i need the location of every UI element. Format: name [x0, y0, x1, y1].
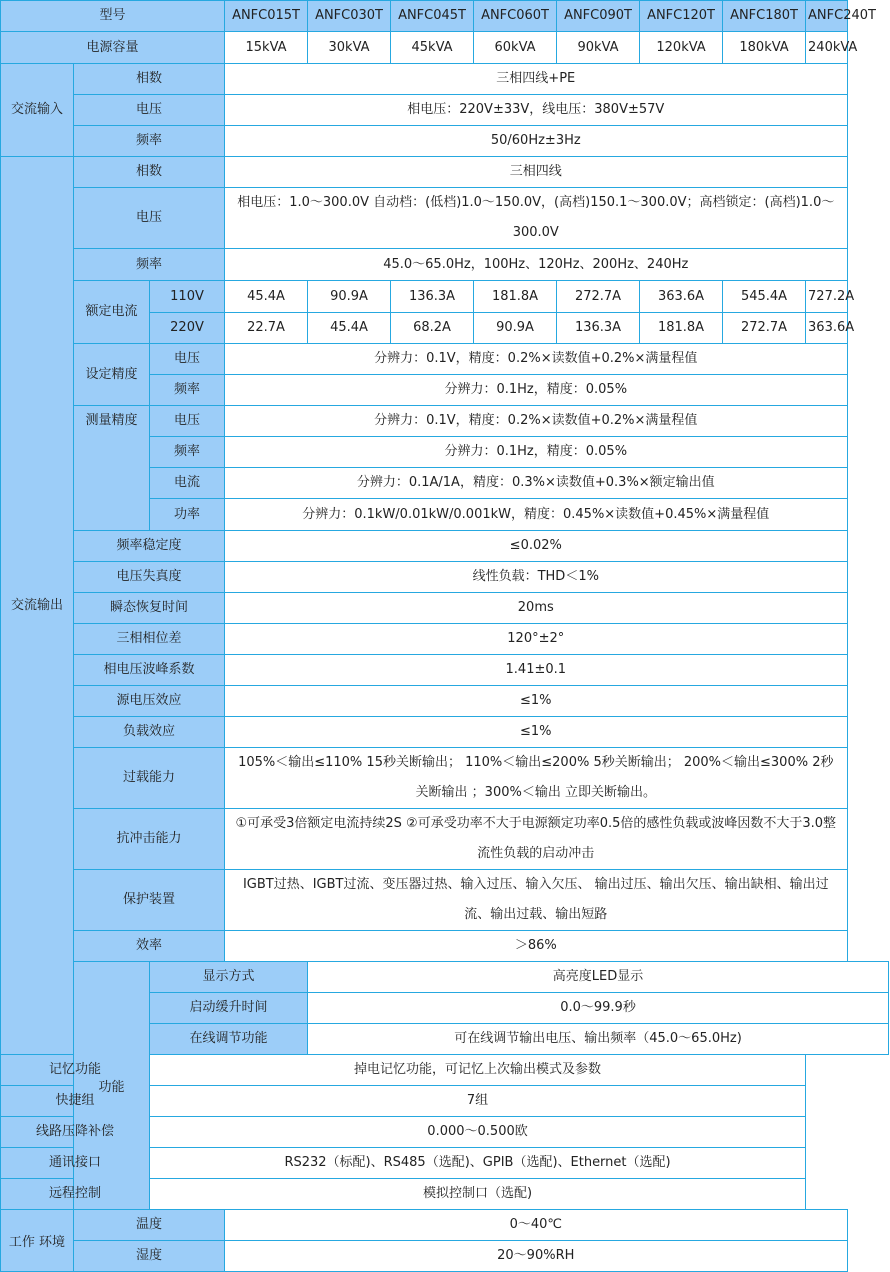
- function-row: [1, 962, 889, 993]
- function-row: [1, 1179, 889, 1210]
- protect-row: [1, 870, 889, 931]
- function-value: 0.0～99.9秒: [308, 993, 889, 1024]
- current-cell: 136.3A: [391, 281, 474, 313]
- function-row: [1, 1148, 889, 1179]
- ac-output-voltage-value: 相电压：1.0～300.0V 自动档：(低档)1.0～150.0V，(高档)150.1～300.0V；高档锁定：(高档)1.0～300.0V: [225, 188, 847, 249]
- model-cell: ANFC090T: [557, 1, 640, 32]
- current-cell: 136.3A: [557, 313, 640, 344]
- function-label: 在线调节功能: [150, 1024, 308, 1055]
- rated-current-110-row: [1, 281, 889, 313]
- current-cell: 90.9A: [474, 313, 557, 344]
- capacity-cell: 90kVA: [557, 32, 640, 64]
- spec-row: [1, 562, 889, 593]
- function-value: 高亮度LED显示: [308, 962, 889, 993]
- env-temp-label: 温度: [74, 1210, 225, 1241]
- function-value: 7组: [150, 1086, 806, 1117]
- model-row: [1, 1, 889, 32]
- capacity-cell: 240kVA: [806, 32, 847, 64]
- impact-value: ①可承受3倍额定电流持续2S ②可承受功率不大于电源额定功率0.5倍的感性负载或波峰因数不大于3.0整流性负载的启动冲击: [225, 809, 847, 870]
- current-cell: 181.8A: [474, 281, 557, 313]
- current-cell: 363.6A: [806, 313, 847, 344]
- measure-current-value: 分辨力：0.1A/1A，精度：0.3%×读数值+0.3%×额定输出值: [225, 468, 847, 499]
- env-hum-label: 湿度: [74, 1241, 225, 1272]
- capacity-cell: 60kVA: [474, 32, 557, 64]
- impact-label: 抗冲击能力: [74, 809, 225, 870]
- model-cell: ANFC015T: [225, 1, 308, 32]
- impact-row: [1, 809, 889, 870]
- rated-current-220-label: 220V: [150, 313, 225, 344]
- ac-output-category: 交流输出: [1, 157, 74, 1055]
- ac-input-freq-row: [1, 126, 889, 157]
- model-label: 型号: [1, 1, 225, 32]
- spec-label: 相电压波峰系数: [74, 655, 225, 686]
- ac-input-voltage-value: 相电压：220V±33V，线电压：380V±57V: [225, 95, 847, 126]
- measure-freq-label: 频率: [150, 437, 225, 468]
- env-temp-value: 0～40℃: [225, 1210, 847, 1241]
- current-cell: 45.4A: [308, 313, 391, 344]
- model-cell: ANFC240T: [806, 1, 847, 32]
- ac-output-voltage-label: 电压: [74, 188, 225, 249]
- ac-output-voltage-row: [1, 188, 889, 249]
- spec-value: 1.41±0.1: [225, 655, 847, 686]
- ac-input-freq-value: 50/60Hz±3Hz: [225, 126, 847, 157]
- function-label: 通讯接口: [1, 1148, 150, 1179]
- model-cell: ANFC180T: [723, 1, 806, 32]
- function-value: 0.000～0.500欧: [150, 1117, 806, 1148]
- spec-value: ≤1%: [225, 717, 847, 748]
- measure-freq-value: 分辨力：0.1Hz，精度：0.05%: [225, 437, 847, 468]
- function-row: [1, 1055, 889, 1086]
- ac-input-voltage-label: 电压: [74, 95, 225, 126]
- function-row: [1, 1117, 889, 1148]
- rated-current-110-label: 110V: [150, 281, 225, 313]
- spec-value: ≤0.02%: [225, 531, 847, 562]
- ac-input-phase-value: 三相四线+PE: [225, 64, 847, 95]
- spec-label: 频率稳定度: [74, 531, 225, 562]
- env-hum-row: [1, 1241, 889, 1272]
- measure-accuracy-label: 测量精度: [74, 406, 150, 531]
- function-row: [1, 1086, 889, 1117]
- function-value: 掉电记忆功能，可记忆上次输出模式及参数: [150, 1055, 806, 1086]
- rated-current-label: 额定电流: [74, 281, 150, 344]
- function-value: 模拟控制口（选配): [150, 1179, 806, 1210]
- spec-row: [1, 624, 889, 655]
- function-value: RS232（标配)、RS485（选配)、GPIB（选配)、Ethernet（选配): [150, 1148, 806, 1179]
- model-cell: ANFC120T: [640, 1, 723, 32]
- env-temp-row: [1, 1210, 889, 1241]
- current-cell: 45.4A: [225, 281, 308, 313]
- function-label: 显示方式: [150, 962, 308, 993]
- ac-input-voltage-row: [1, 95, 889, 126]
- spec-row: [1, 531, 889, 562]
- function-label: 快捷组: [1, 1086, 150, 1117]
- capacity-row: [1, 32, 889, 64]
- overload-row: [1, 748, 889, 809]
- measure-power-value: 分辨力：0.1kW/0.01kW/0.001kW，精度：0.45%×读数值+0.45%×满量程值: [225, 499, 847, 531]
- capacity-cell: 180kVA: [723, 32, 806, 64]
- ac-input-phase-label: 相数: [74, 64, 225, 95]
- overload-label: 过载能力: [74, 748, 225, 809]
- current-cell: 545.4A: [723, 281, 806, 313]
- spec-value: ≤1%: [225, 686, 847, 717]
- set-acc-voltage-row: [1, 344, 889, 375]
- capacity-cell: 120kVA: [640, 32, 723, 64]
- meas-acc-voltage-row: [1, 406, 889, 437]
- current-cell: 181.8A: [640, 313, 723, 344]
- current-cell: 90.9A: [308, 281, 391, 313]
- spec-row: [1, 717, 889, 748]
- current-cell: 272.7A: [557, 281, 640, 313]
- measure-voltage-label: 电压: [150, 406, 225, 437]
- function-label: 远程控制: [1, 1179, 150, 1210]
- efficiency-row: [1, 931, 889, 962]
- model-cell: ANFC045T: [391, 1, 474, 32]
- current-cell: 272.7A: [723, 313, 806, 344]
- ac-output-phase-value: 三相四线: [225, 157, 847, 188]
- capacity-cell: 30kVA: [308, 32, 391, 64]
- spec-label: 三相相位差: [74, 624, 225, 655]
- measure-current-label: 电流: [150, 468, 225, 499]
- protect-label: 保护装置: [74, 870, 225, 931]
- current-cell: 68.2A: [391, 313, 474, 344]
- protect-value: IGBT过热、IGBT过流、变压器过热、输入过压、输入欠压、 输出过压、输出欠压、输出缺相、输出过流、输出过载、输出短路: [225, 870, 847, 931]
- function-category: 功能: [74, 962, 150, 1210]
- spec-label: 电压失真度: [74, 562, 225, 593]
- function-value: 可在线调节输出电压、输出频率（45.0～65.0Hz): [308, 1024, 889, 1055]
- efficiency-value: ＞86%: [225, 931, 847, 962]
- spec-row: [1, 655, 889, 686]
- current-cell: 727.2A: [806, 281, 847, 313]
- current-cell: 363.6A: [640, 281, 723, 313]
- capacity-cell: 45kVA: [391, 32, 474, 64]
- set-voltage-value: 分辨力：0.1V，精度：0.2%×读数值+0.2%×满量程值: [225, 344, 847, 375]
- set-freq-label: 频率: [150, 375, 225, 406]
- ac-input-category: 交流输入: [1, 64, 74, 157]
- spec-row: [1, 686, 889, 717]
- spec-value: 线性负载：THD＜1%: [225, 562, 847, 593]
- model-cell: ANFC030T: [308, 1, 391, 32]
- function-label: 启动缓升时间: [150, 993, 308, 1024]
- spec-row: [1, 593, 889, 624]
- spec-value: 20ms: [225, 593, 847, 624]
- current-cell: 22.7A: [225, 313, 308, 344]
- capacity-cell: 15kVA: [225, 32, 308, 64]
- overload-value: 105%＜输出≤110% 15秒关断输出； 110%＜输出≤200% 5秒关断输出； 200%＜输出≤300% 2秒关断输出 ；300%＜输出 立即关断输出。: [225, 748, 847, 809]
- env-category: 工作 环境: [1, 1210, 74, 1272]
- spec-label: 负载效应: [74, 717, 225, 748]
- ac-input-freq-label: 频率: [74, 126, 225, 157]
- ac-input-phase-row: [1, 64, 889, 95]
- ac-output-phase-row: [1, 157, 889, 188]
- spec-value: 120°±2°: [225, 624, 847, 655]
- set-voltage-label: 电压: [150, 344, 225, 375]
- spec-label: 瞬态恢复时间: [74, 593, 225, 624]
- function-label: 记忆功能: [1, 1055, 150, 1086]
- spec-label: 源电压效应: [74, 686, 225, 717]
- efficiency-label: 效率: [74, 931, 225, 962]
- measure-voltage-value: 分辨力：0.1V，精度：0.2%×读数值+0.2%×满量程值: [225, 406, 847, 437]
- capacity-label: 电源容量: [1, 32, 225, 64]
- ac-output-freq-label: 频率: [74, 249, 225, 281]
- measure-power-label: 功率: [150, 499, 225, 531]
- ac-output-freq-value: 45.0～65.0Hz，100Hz、120Hz、200Hz、240Hz: [225, 249, 847, 281]
- model-cell: ANFC060T: [474, 1, 557, 32]
- env-hum-value: 20～90%RH: [225, 1241, 847, 1272]
- function-label: 线路压降补偿: [1, 1117, 150, 1148]
- ac-output-phase-label: 相数: [74, 157, 225, 188]
- set-accuracy-label: 设定精度: [74, 344, 150, 406]
- ac-output-freq-row: [1, 249, 889, 281]
- set-freq-value: 分辨力：0.1Hz，精度：0.05%: [225, 375, 847, 406]
